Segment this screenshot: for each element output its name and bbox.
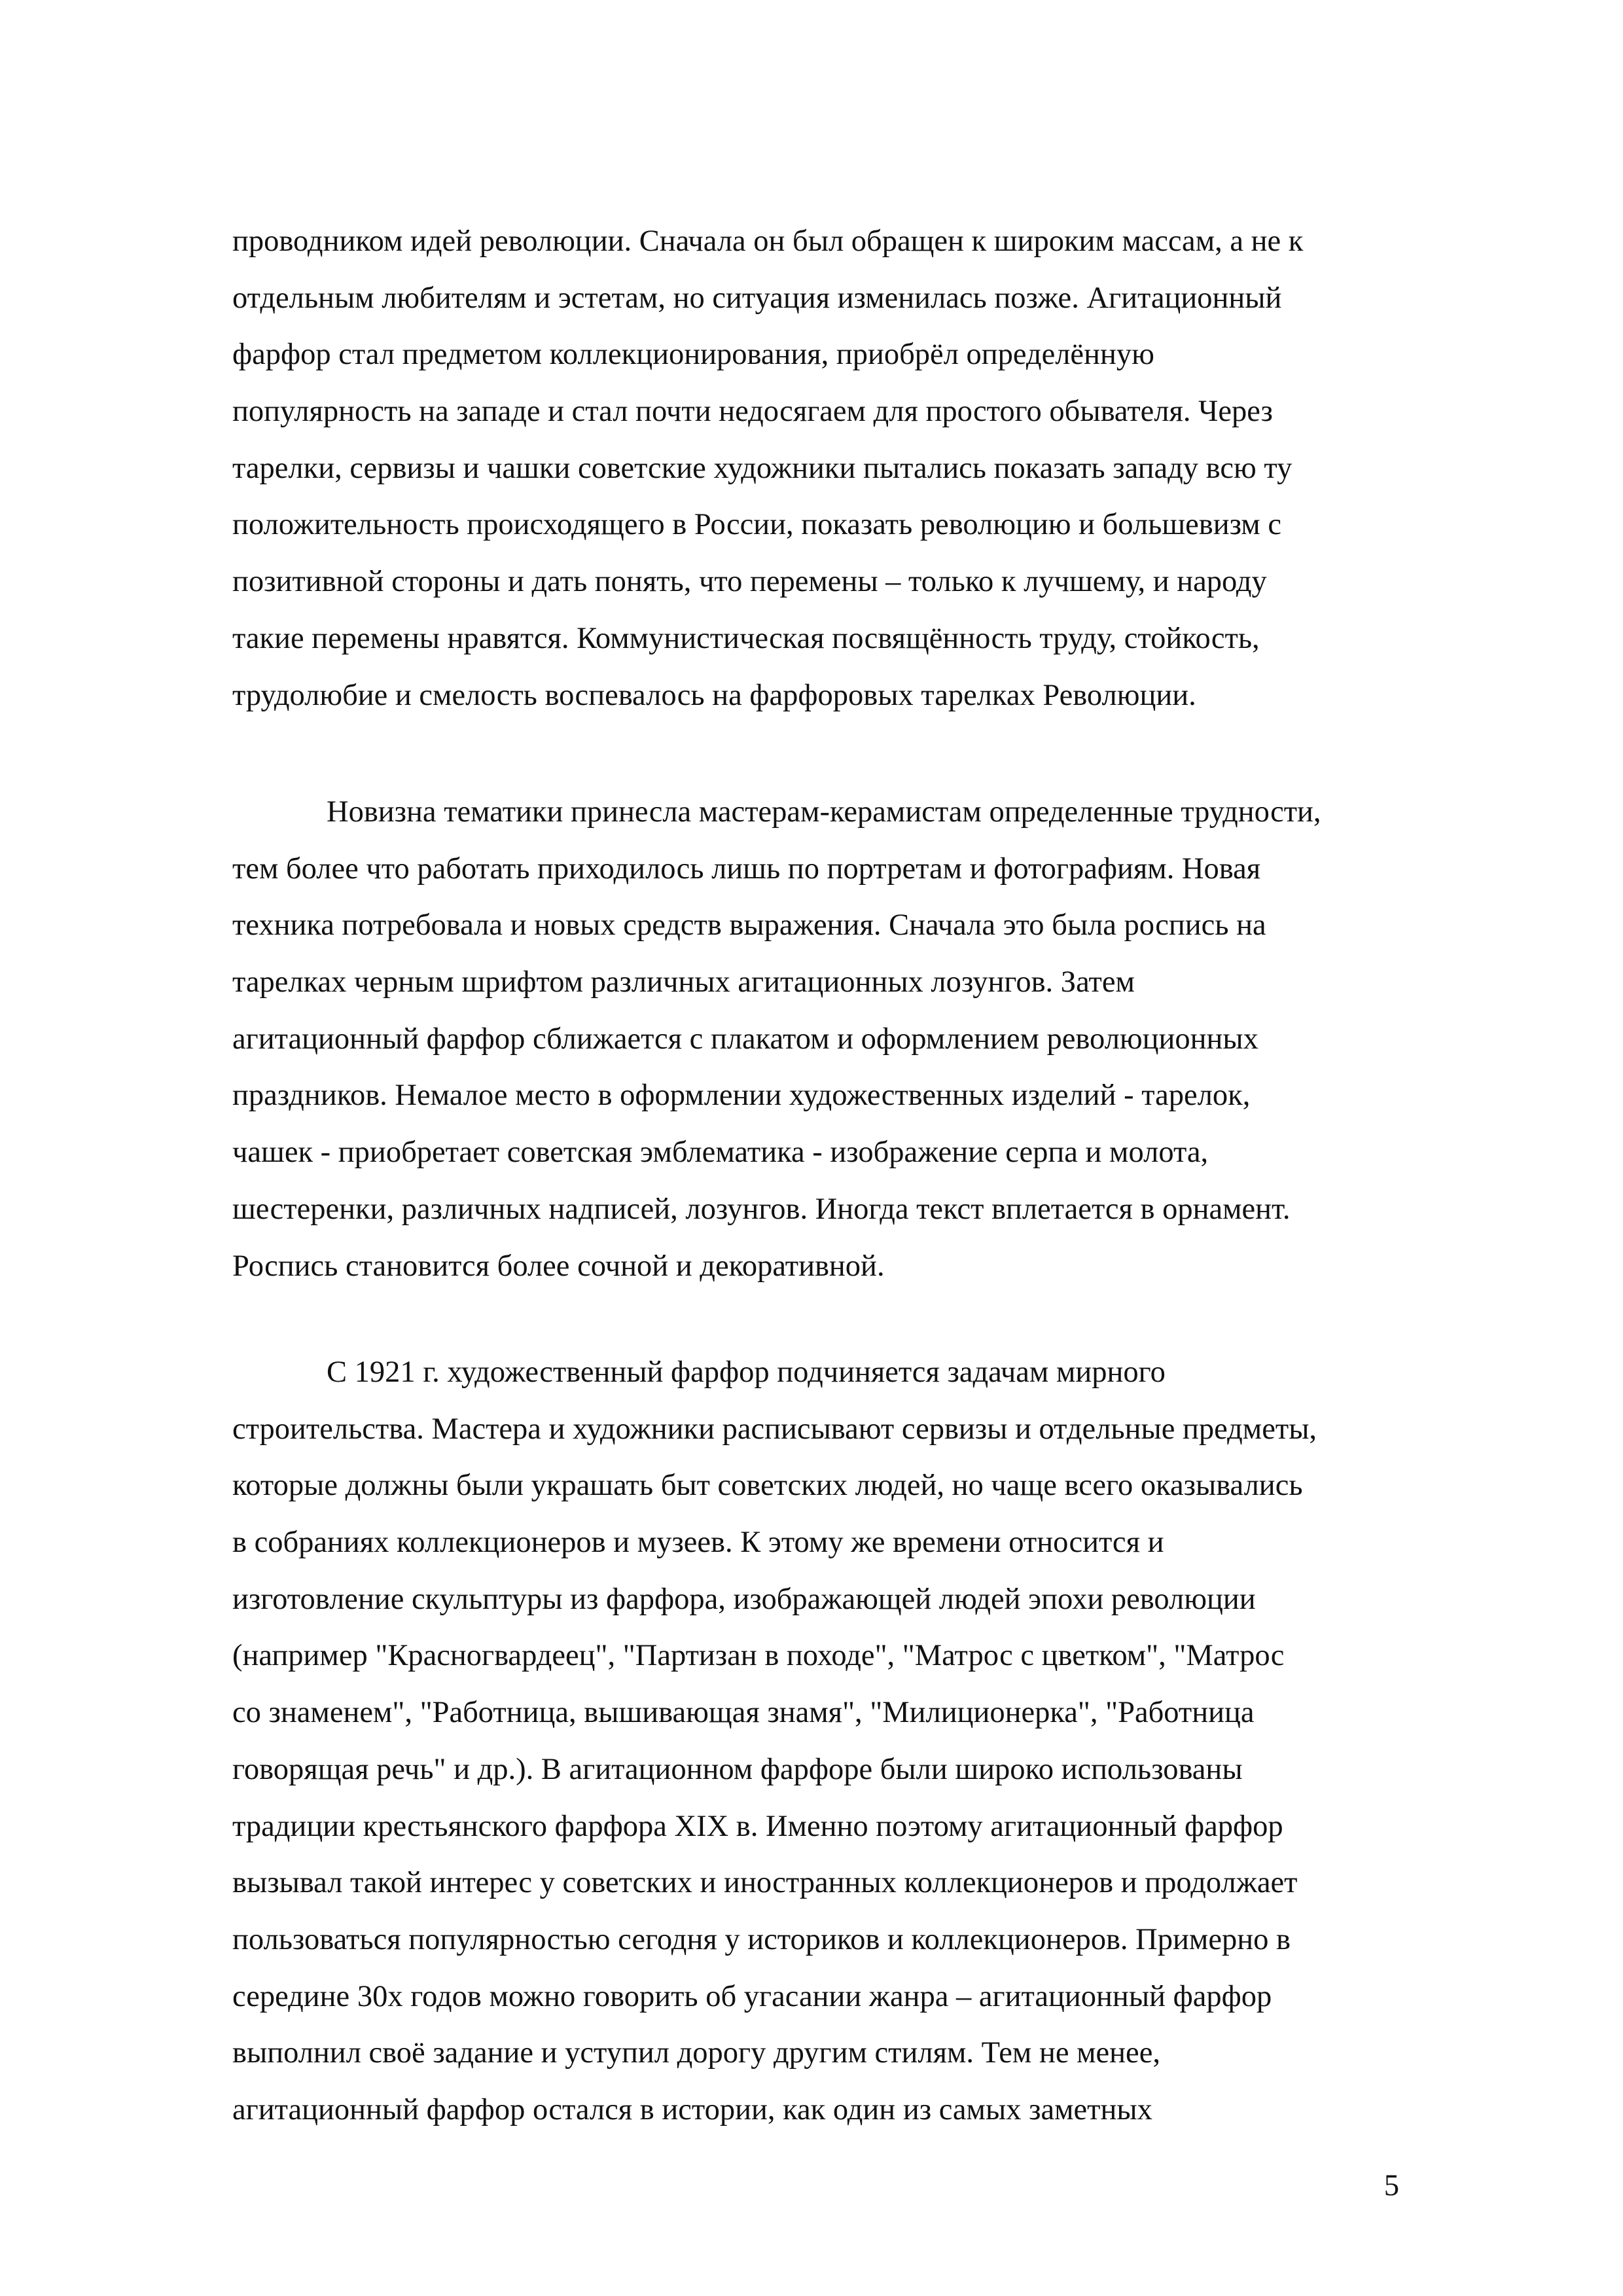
text-line: тарелках черным шрифтом различных агитационных лозунгов. Затем	[232, 965, 1135, 999]
text-line: агитационный фарфор остался в истории, как один из самых заметных	[232, 2092, 1152, 2126]
text-line: трудолюбие и смелость воспевалось на фарфоровых тарелках Революции.	[232, 678, 1196, 712]
text-line: строительства. Мастера и художники расписывают сервизы и отдельные предметы,	[232, 1412, 1317, 1446]
text-line: проводником идей революции. Сначала он был обращен к широким массам, а не к	[232, 224, 1304, 258]
text-line: середине 30х годов можно говорить об угасании жанра – агитационный фарфор	[232, 1979, 1272, 2013]
text-line: отдельным любителям и эстетам, но ситуация изменилась позже. Агитационный	[232, 281, 1282, 315]
text-line: фарфор стал предметом коллекционирования, приобрёл определённую	[232, 338, 1154, 372]
text-line: традиции крестьянского фарфора XIX в. Именно поэтому агитационный фарфор	[232, 1809, 1283, 1843]
text-line: (например "Красногвардеец", "Партизан в походе", "Матрос с цветком", "Матрос	[232, 1639, 1285, 1673]
page-number: 5	[1383, 2169, 1399, 2202]
text-line-first: Новизна тематики принесла мастерам-керамистам определенные трудности,	[327, 795, 1321, 829]
text-line: говорящая речь" и др.). В агитационном фарфоре были широко использованы	[232, 1752, 1243, 1786]
text-line: агитационный фарфор сближается с плакатом и оформлением революционных	[232, 1022, 1258, 1056]
text-line: популярность на западе и стал почти недосягаем для простого обывателя. Через	[232, 395, 1273, 429]
text-line: позитивной стороны и дать понять, что перемены – только к лучшему, и народу	[232, 565, 1267, 599]
text-line: тарелки, сервизы и чашки советские художники пытались показать западу всю ту	[232, 451, 1293, 485]
paragraph-1	[232, 213, 1423, 724]
text-line: изготовление скульптуры из фарфора, изображающей людей эпохи революции	[232, 1582, 1256, 1616]
paragraph-2	[232, 784, 1423, 1295]
paragraph-3	[232, 1344, 1423, 2139]
text-line: такие перемены нравятся. Коммунистическая посвящённость труду, стойкость,	[232, 621, 1260, 655]
text-line: которые должны были украшать быт советских людей, но чаще всего оказывались	[232, 1469, 1303, 1503]
text-line: со знаменем", "Работница, вышивающая знамя", "Милиционерка", "Работница	[232, 1696, 1255, 1730]
text-line: тем более что работать приходилось лишь по портретам и фотографиям. Новая	[232, 852, 1261, 886]
text-line: вызывал такой интерес у советских и иностранных коллекционеров и продолжает	[232, 1866, 1298, 1900]
text-line: выполнил своё задание и уступил дорогу другим стилям. Тем не менее,	[232, 2036, 1160, 2070]
text-line: положительность происходящего в России, показать революцию и большевизм с	[232, 508, 1282, 542]
text-line: шестеренки, различных надписей, лозунгов. Иногда текст вплетается в орнамент.	[232, 1192, 1291, 1226]
text-line: чашек - приобретает советская эмблематика - изображение серпа и молота,	[232, 1136, 1209, 1170]
text-line: праздников. Немалое место в оформлении художественных изделий - тарелок,	[232, 1079, 1251, 1113]
text-line: в собраниях коллекционеров и музеев. К этому же времени относится и	[232, 1526, 1164, 1560]
text-line-first: С 1921 г. художественный фарфор подчиняется задачам мирного	[327, 1355, 1166, 1389]
text-line: техника потребовала и новых средств выражения. Сначала это была роспись на	[232, 908, 1266, 942]
text-line: пользоваться популярностью сегодня у историков и коллекционеров. Примерно в	[232, 1922, 1291, 1956]
text-line: Роспись становится более сочной и декоративной.	[232, 1249, 885, 1283]
